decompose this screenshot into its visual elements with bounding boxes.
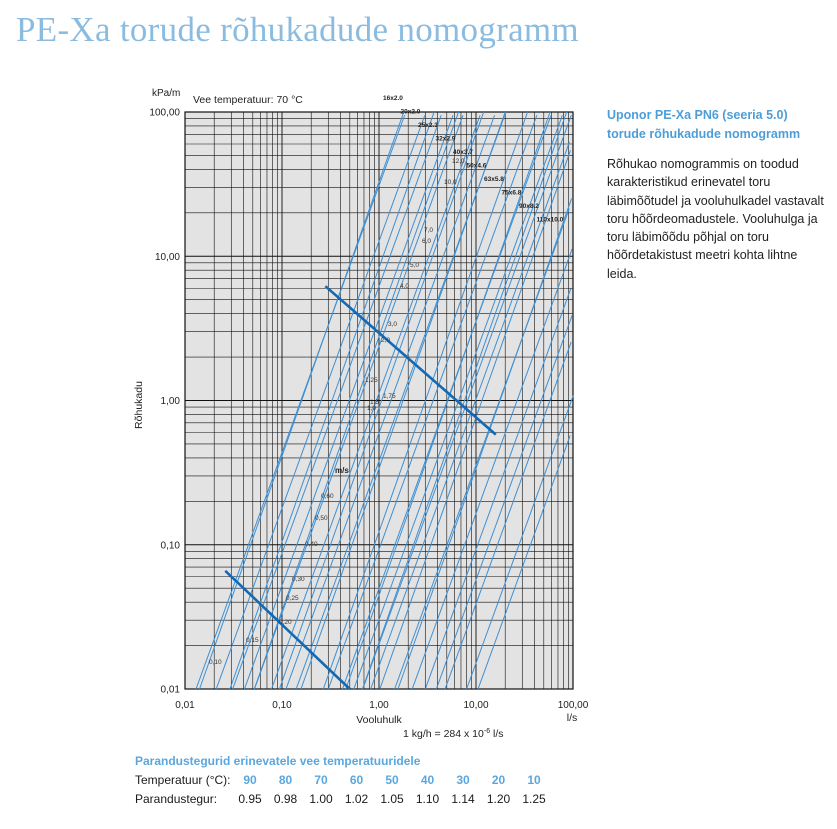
velocity-label: 4,0 bbox=[400, 283, 410, 290]
unit-conversion-exponent: -6 bbox=[483, 728, 491, 735]
x-tick-label: 10,00 bbox=[463, 700, 489, 711]
y-axis-label: Rõhukadu bbox=[133, 381, 145, 429]
page-title: PE-Xa torude rõhukadude nomogramm bbox=[16, 10, 579, 49]
temperature-value: 50 bbox=[385, 773, 399, 787]
correction-factor-value: 0.95 bbox=[238, 792, 262, 806]
correction-factor-value: 1.20 bbox=[486, 792, 511, 806]
correction-factor-value: 1.00 bbox=[309, 792, 333, 806]
pipe-size-label: 40x3.7 bbox=[453, 149, 473, 156]
velocity-label: 10,0 bbox=[444, 179, 457, 186]
pipe-size-label: 110x10.0 bbox=[536, 216, 564, 224]
correction-factor-value: 1.02 bbox=[344, 792, 369, 806]
pipe-size-label: 16x2.0 bbox=[383, 95, 403, 102]
pipe-size-label: 32x2.9 bbox=[435, 135, 456, 143]
y-tick-label: 0,01 bbox=[160, 684, 180, 696]
pipe-size-label: 50x4.6 bbox=[466, 162, 487, 170]
unit-conversion-main: 1 kg/h = 284 x 10 bbox=[403, 728, 484, 740]
velocity-label: 1,0 bbox=[367, 405, 377, 412]
velocity-label: 0,40 bbox=[305, 541, 318, 548]
pipe-size-label: 75x6.8 bbox=[501, 189, 522, 197]
velocity-label: 0,25 bbox=[286, 595, 299, 602]
y-tick-label: 100,00 bbox=[149, 107, 180, 119]
y-tick-label: 10,00 bbox=[154, 251, 180, 263]
correction-table-title: Parandustegurid erinevatele vee temperatuuridele bbox=[135, 754, 421, 768]
velocity-label: 5,0 bbox=[410, 262, 420, 269]
y-axis-unit: kPa/m bbox=[152, 88, 181, 99]
velocity-label: 3,0 bbox=[388, 321, 398, 328]
velocity-label: 2,0 bbox=[381, 337, 391, 344]
side-panel-heading: Uponor PE-Xa PN6 (seeria 5.0) torude rõhukadude nomogramm bbox=[607, 108, 801, 141]
y-tick-label: 0,10 bbox=[160, 540, 180, 552]
x-tick-label: 1,00 bbox=[369, 700, 389, 711]
factor-row-label: Parandustegur: bbox=[135, 792, 218, 806]
velocity-label: 6,0 bbox=[422, 238, 432, 245]
correction-factor-value: 1.25 bbox=[522, 792, 546, 806]
x-axis-unit: l/s bbox=[566, 712, 578, 724]
temperature-row-label: Temperatuur (°C): bbox=[135, 773, 231, 787]
pipe-size-label: 20x2.0 bbox=[400, 108, 421, 116]
x-axis-label: Vooluhulk bbox=[356, 714, 402, 726]
pipe-size-label: 25x2.3 bbox=[418, 122, 438, 129]
y-tick-label: 1,00 bbox=[160, 396, 180, 407]
temperature-value: 20 bbox=[491, 773, 506, 787]
pipe-size-label: 63x5.8 bbox=[484, 176, 504, 183]
temperature-value: 70 bbox=[314, 773, 328, 787]
pipe-size-label: 90x8.2 bbox=[519, 203, 539, 210]
velocity-axis-label: m/s bbox=[335, 466, 349, 475]
velocity-label: 0,20 bbox=[279, 619, 292, 626]
temperature-value: 80 bbox=[278, 773, 293, 787]
correction-factor-value: 1.14 bbox=[451, 792, 475, 806]
temperature-value: 40 bbox=[420, 773, 435, 787]
velocity-label: 12,0 bbox=[452, 158, 465, 165]
velocity-label: 0,15 bbox=[246, 637, 259, 644]
temperature-annotation: Vee temperatuur: 70 °C bbox=[193, 94, 303, 106]
temperature-value: 30 bbox=[456, 773, 470, 787]
temperature-value: 10 bbox=[527, 773, 541, 787]
velocity-label: 1,25 bbox=[365, 377, 378, 384]
side-panel-description: Rõhukao nomogrammis on toodud karakteristikud erinevatel toru läbimõõtudel ja vooluhulkadel vastavalt toru hõõrdeomadustele. Vooluhulga ja toru läbimõõdu põhjal on toru hõõrdetakistust meetri kohta lihtne leida. bbox=[607, 157, 824, 281]
unit-conversion-unit: l/s bbox=[490, 728, 504, 740]
unit-conversion-note bbox=[403, 728, 504, 740]
velocity-label: 0,30 bbox=[292, 576, 305, 583]
x-tick-label: 100,00 bbox=[557, 700, 589, 711]
correction-factor-value: 1.10 bbox=[415, 792, 440, 806]
correction-factor-value: 1.05 bbox=[380, 792, 404, 806]
velocity-label: 1,5 bbox=[370, 399, 380, 406]
x-tick-label: 0,01 bbox=[175, 700, 195, 711]
temperature-value: 60 bbox=[349, 773, 364, 787]
velocity-label: 1,75 bbox=[383, 393, 396, 400]
velocity-label: 0,60 bbox=[321, 493, 334, 500]
velocity-label: 0,10 bbox=[209, 659, 222, 666]
velocity-label: 7,0 bbox=[424, 227, 434, 234]
temperature-value: 90 bbox=[243, 773, 257, 787]
correction-factor-value: 0.98 bbox=[273, 792, 298, 806]
velocity-label: 0,50 bbox=[315, 515, 328, 522]
x-tick-label: 0,10 bbox=[272, 700, 292, 711]
